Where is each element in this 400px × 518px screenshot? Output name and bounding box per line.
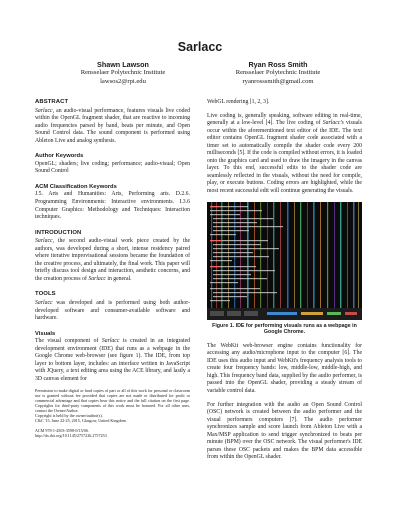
- acm-id: ACM 978-1-4503-3598-0/15/06.: [35, 428, 89, 434]
- tools-text: [35, 300, 190, 323]
- keywords-heading: Author Keywords: [35, 153, 84, 160]
- tools-emph: Sarlacc: [35, 300, 53, 307]
- author-name: Shawn Lawson: [97, 60, 149, 69]
- live-coding-emph: Sarlacc's: [322, 120, 344, 127]
- keywords-section: [35, 153, 190, 176]
- live-coding-body-end: visuals occur within the aforementioned text editor of the IDE. The text editor contains OpenGL fragment shader code associated with a timer set to automatically compile the shader code every 200 milliseconds [5]. If the code is compiled without errors, it is loaded onto the graphics card and used to draw the imagery in the canvas layer. To this end, successful edits to the shader code are seamlessly reflected in the visuals, without the need for compile, play, or execute buttons. Coding errors are highlighted, while the most recent successful edit will continue generating the visuals.: [207, 120, 362, 195]
- introduction-emph: Sarlacc: [35, 238, 53, 245]
- copyright-line: Copyright is held by the owner/author(s).: [35, 412, 103, 418]
- introduction-body: , the second audio-visual work piece created by the authors, was developed during a short, intense residency paired where iterative improvisational sessions became the foundation of the creative process, and ultimately, the final work. This paper will briefly discuss tool design and interaction, aesthetic concerns, and the creation process of: [35, 238, 190, 282]
- acm-section: [35, 184, 190, 222]
- introduction-heading: INTRODUCTION: [35, 229, 82, 236]
- right-column: [207, 99, 362, 468]
- webkit-paragraph: The WebKit web-browser engine contains functionality for accessing any audio/microphone input to the computer [6]. The IDE uses this audio input and WebKit's frequency analysis tools to create four frequency bands: low, middle-low, middle-high, and high. This frequency band data, supplied by the audio performer, is passed into the OpenGL shader, providing a steady stream of variable control data.: [207, 342, 362, 395]
- permission-text: Permission to make digital or hard copies of part or all of this work for personal or classroom use is granted without fee provided that copies are not made or distributed for profit or commercial advantage and that copies bear this notice and the full citation on the first page. Copyrights for third-party components of this work must be honored. For all other uses, contact the Owner/Author.: [35, 387, 190, 413]
- introduction-text: [35, 238, 190, 283]
- author-email: ryanrosssmith@gmail.com: [242, 77, 314, 85]
- visuals-section: [35, 331, 190, 384]
- visuals-emph: Sarlacc: [101, 338, 120, 345]
- abstract-heading: ABSTRACT: [35, 99, 69, 105]
- visuals-body: The visual component of: [35, 338, 102, 345]
- keywords-text: OpenGL; shaders; live coding; performance; audio-visual; Open Sound Control: [35, 160, 190, 175]
- abstract-body: , an audio-visual performance, features visuals live coded within the OpenGL fragment shader, that are reactive to incoming audio frequencies parsed by band, beats per minute, and Open Sound Control data. The sound component is performed using Ableton Live and analog synthesis.: [35, 107, 190, 144]
- figure-1-caption: Figure 1. IDE for performing visuals runs as a webpage in Google Chrome.: [212, 322, 357, 336]
- author-1: [48, 61, 198, 86]
- author-affiliation: Rensselaer Polytechnic Institute: [80, 69, 166, 77]
- acm-text: J.5. Arts and Humanities: Arts, Performing arts. D.2.6. Programming Environments: Interactive environments. I.3.6 Computer Graphics: Methodology and Techniques: Interaction techniques.: [35, 191, 190, 221]
- tools-heading: TOOLS: [35, 291, 56, 298]
- acm-heading: ACM Classification Keywords: [35, 183, 117, 190]
- visuals-body-end: is created in an integrated development environment (IDE) that runs as a webpage in the Google Chrome web-browser (see figure 1). The IDE, from top layer to bottom layer, includes: an interface written in JavaScript with JQuery, a text editing area using the ACE library, and lastly a 3D canvas element for: [35, 338, 190, 382]
- paper-title: Sarlacc: [177, 40, 223, 54]
- live-coding-body: Live coding is, generally speaking, software editing in real-time, generally at a low-level [4]. The live coding of: [207, 112, 362, 127]
- introduction-section: [35, 230, 190, 284]
- ide-screenshot-graphic: [207, 202, 362, 320]
- author-name: Ryan Ross Smith: [248, 60, 308, 69]
- abstract-section: [35, 99, 190, 145]
- abstract-text: [35, 108, 190, 146]
- visuals-text: [35, 338, 190, 383]
- conference-line: C&C '15, June 22-25, 2015, Glasgow, United Kingdom: [35, 418, 126, 424]
- visuals-heading: Visuals: [35, 330, 56, 337]
- introduction-body-end: in general.: [105, 275, 132, 282]
- continued-line: WebGL rendering [1, 2, 3].: [207, 99, 270, 105]
- introduction-emph: Sarlacc: [88, 275, 106, 282]
- osc-paragraph: For further integration with the audio an Open Sound Control (OSC) network is created between the audio performer and the visual performers computers [7]. The audio performer synchronizes sample and score launch from Ableton Live with a Max/MSP application to send trigger synchronized to beats per minute (BPM) over the OSC network. The visual performer's IDE parses these OSC packets and makes the BPM data accessible from within the OpenGL shader.: [207, 401, 362, 461]
- doi-link[interactable]: http://dx.doi.org/10.1145/2757226.2757253: [35, 433, 107, 439]
- author-affiliation: Rensselaer Polytechnic Institute: [235, 69, 321, 77]
- tools-body: was developed and is performed using both author-developed software and consumer-available software and hardware.: [35, 300, 190, 322]
- figure-1-ide-screenshot: [207, 202, 362, 320]
- author-2: [203, 61, 353, 86]
- left-column: [35, 99, 190, 438]
- permission-block: [35, 388, 190, 439]
- author-email: lawsos2@rpi.edu: [100, 77, 146, 85]
- live-coding-paragraph: [207, 113, 362, 196]
- abstract-emph: Sarlacc: [35, 107, 53, 114]
- tools-section: [35, 291, 190, 322]
